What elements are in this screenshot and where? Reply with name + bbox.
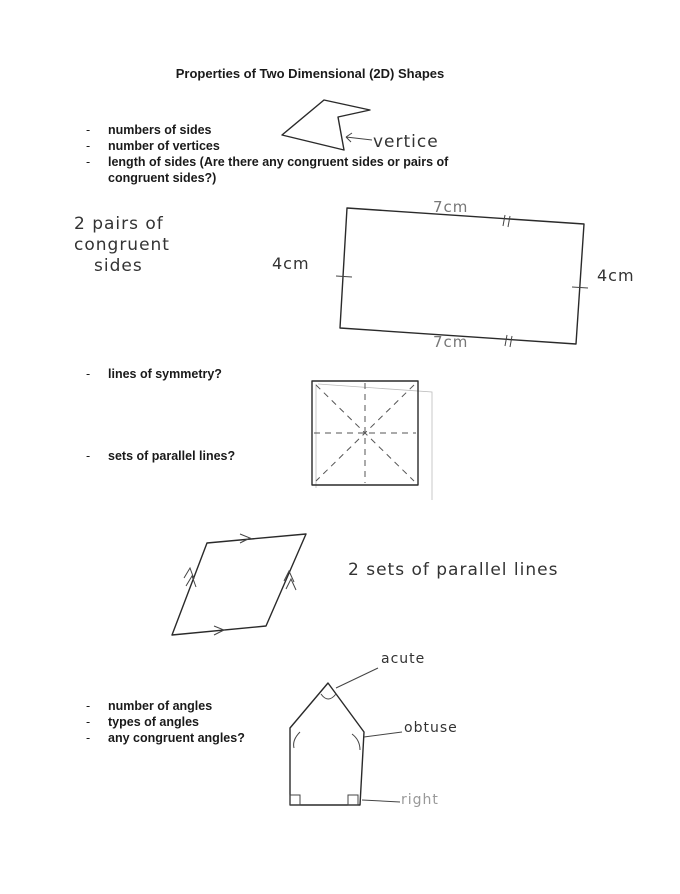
bullet-number-of-sides: - numbers of sides xyxy=(86,122,506,138)
pairs-annotation-line1: 2 pairs of xyxy=(74,214,164,234)
page-title: Properties of Two Dimensional (2D) Shapes xyxy=(175,66,445,81)
length-top-label: 7cm xyxy=(433,198,469,216)
bullet-types-of-angles: - types of angles xyxy=(86,714,306,730)
obtuse-annotation: obtuse xyxy=(404,720,458,736)
bullet-congruent-angles: - any congruent angles? xyxy=(86,730,306,746)
bullet-sets-of-parallel-lines: - sets of parallel lines? xyxy=(86,448,306,464)
bullet-number-of-vertices: - number of vertices xyxy=(86,138,506,154)
rectangle-figure xyxy=(336,208,588,347)
parallel-sets-annotation: 2 sets of parallel lines xyxy=(348,560,559,580)
pairs-annotation xyxy=(74,214,170,277)
parallelogram-figure xyxy=(172,534,306,635)
bullet-number-of-angles: - number of angles xyxy=(86,698,306,714)
pentagon-house-figure xyxy=(290,668,402,805)
pairs-annotation-line3: sides xyxy=(94,256,143,276)
length-right-label: 4cm xyxy=(597,266,635,285)
length-left-label: 4cm xyxy=(272,254,310,273)
length-bottom-label: 7cm xyxy=(433,333,469,351)
bullet-lines-of-symmetry: - lines of symmetry? xyxy=(86,366,286,382)
bullet-length-of-sides: - length of sides (Are there any congruent sides or pairs of congruent sides?) xyxy=(86,154,506,186)
right-annotation: right xyxy=(401,792,439,808)
square-symmetry-figure xyxy=(312,381,432,500)
pairs-annotation-line2: congruent xyxy=(74,235,170,255)
acute-annotation: acute xyxy=(381,651,426,667)
vertice-annotation: vertice xyxy=(373,132,439,152)
vertex-example-shape xyxy=(282,100,372,150)
